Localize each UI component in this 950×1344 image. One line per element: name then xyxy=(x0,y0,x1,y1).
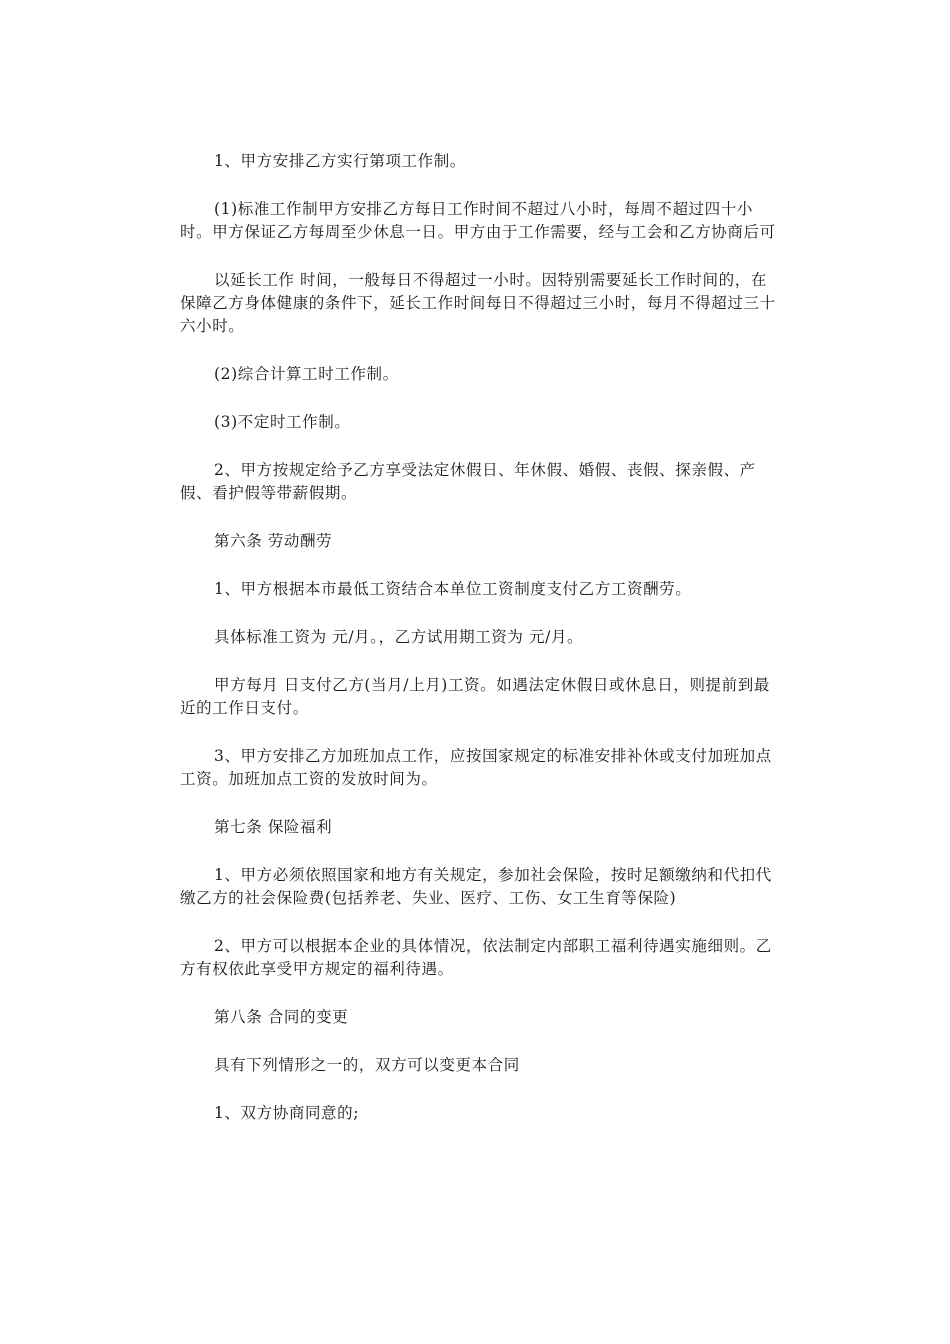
paragraph-work-system: 1、甲方安排乙方实行第项工作制。 xyxy=(214,152,466,170)
paragraph-minimum-wage: 1、甲方根据本市最低工资结合本单位工资制度支付乙方工资酬劳。 xyxy=(214,580,692,598)
document-body xyxy=(180,150,780,1150)
paragraph-paid-leave: 2、甲方按规定给予乙方享受法定休假日、年休假、婚假、丧假、探亲假、产假、看护假等带薪假期。 xyxy=(180,461,756,502)
paragraph-flexible-hours: (3)不定时工作制。 xyxy=(214,413,351,431)
paragraph-overtime-limit: 以延长工作 时间，一般每日不得超过一小时。因特别需要延长工作时间的，在保障乙方身体健康的条件下，延长工作时间每日不得超过三小时，每月不得超过三十六小时。 xyxy=(180,271,776,335)
paragraph-welfare: 2、甲方可以根据本企业的具体情况，依法制定内部职工福利待遇实施细则。乙方有权依此享受甲方规定的福利待遇。 xyxy=(180,937,772,978)
paragraph-pay-date: 甲方每月 日支付乙方(当月/上月)工资。如遇法定休假日或休息日，则提前到最近的工作日支付。 xyxy=(180,676,770,717)
paragraph-change-conditions: 具有下列情形之一的，双方可以变更本合同 xyxy=(214,1056,520,1074)
paragraph-mutual-agreement: 1、双方协商同意的; xyxy=(214,1104,360,1122)
paragraph-comprehensive-hours: (2)综合计算工时工作制。 xyxy=(214,365,399,383)
paragraph-standard-hours: (1)标准工作制甲方安排乙方每日工作时间不超过八小时，每周不超过四十小时。甲方保证乙方每周至少休息一日。甲方由于工作需要，经与工会和乙方协商后可 xyxy=(180,200,776,241)
paragraph-social-insurance: 1、甲方必须依照国家和地方有关规定，参加社会保险，按时足额缴纳和代扣代缴乙方的社会保险费(包括养老、失业、医疗、工伤、女工生育等保险) xyxy=(180,866,772,907)
paragraph-wage-standard: 具体标准工资为 元/月。，乙方试用期工资为 元/月。 xyxy=(214,628,584,646)
heading-article-6: 第六条 劳动酬劳 xyxy=(214,532,333,550)
heading-article-7: 第七条 保险福利 xyxy=(214,818,333,836)
heading-article-8: 第八条 合同的变更 xyxy=(214,1008,349,1026)
paragraph-overtime-pay: 3、甲方安排乙方加班加点工作，应按国家规定的标准安排补休或支付加班加点工资。加班加点工资的发放时间为。 xyxy=(180,747,772,788)
